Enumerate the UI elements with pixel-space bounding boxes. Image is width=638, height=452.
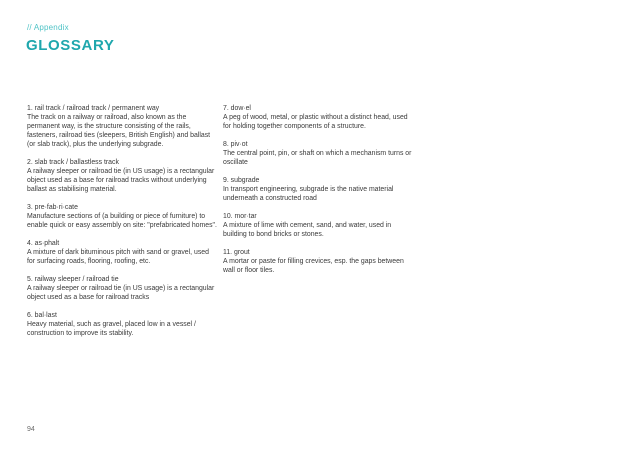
glossary-term: 3. pre·fab·ri·cate [27,204,78,212]
glossary-definition: A peg of wood, metal, or plastic without a distinct head, used for holding together components of a structure. [223,114,408,131]
glossary-definition: A railway sleeper or railroad tie (in US usage) is a rectangular object used as a base for railroad tracks without underlying ballast as stabilising material. [27,168,215,194]
glossary-entry [27,158,217,194]
glossary-definition: Manufacture sections of (a building or piece of furniture) to enable quick or easy assembly on site: "prefabricated homes". [27,213,217,230]
glossary-entry [223,248,413,275]
glossary-term: 6. bal·last [27,311,57,319]
glossary-entry [27,311,217,338]
glossary-term: 1. rail track / railroad track / permanent way [27,105,160,112]
glossary-term: 11. grout [223,248,250,256]
page-title: GLOSSARY [26,37,115,54]
glossary-definition: A mixture of lime with cement, sand, and water, used in building to bond bricks or stones. [223,221,392,238]
glossary-term: 7. dow·el [223,105,251,112]
glossary-term: 5. railway sleeper / railroad tie [27,275,119,283]
glossary-column-right [223,104,413,283]
glossary-term: 2. slab track / ballastless track [27,159,119,167]
glossary-entry [223,140,413,167]
glossary-definition: In transport engineering, subgrade is the native material underneath a constructed road [223,185,394,202]
glossary-definition: A mortar or paste for filling crevices, esp. the gaps between wall or floor tiles. [223,257,404,274]
glossary-term: 10. mor·tar [223,212,257,220]
glossary-term: 9. subgrade [223,176,260,184]
glossary-entry [223,104,413,131]
glossary-definition: A railway sleeper or railroad tie (in US usage) is a rectangular object used as a base for railroad tracks [27,284,215,301]
glossary-entry [27,275,217,302]
section-kicker: // Appendix [27,23,69,32]
page-number: 94 [27,426,35,433]
glossary-definition: Heavy material, such as gravel, placed low in a vessel / construction to improve its stability. [27,320,196,337]
glossary-term: 8. piv·ot [223,140,248,148]
glossary-column-left [27,104,217,347]
glossary-entry [223,212,413,239]
glossary-entry [223,176,413,203]
glossary-definition: The track on a railway or railroad, also known as the permanent way, is the structure consisting of the rails, fasteners, railroad ties (sleepers, British English) and ballast (or slab track), plus the underlying subgrade. [27,114,211,149]
glossary-entry [27,104,217,149]
glossary-entry [27,239,217,266]
glossary-definition: A mixture of dark bituminous pitch with sand or gravel, used for surfacing roads, flooring, roofing, etc. [27,249,209,266]
glossary-definition: The central point, pin, or shaft on which a mechanism turns or oscillate [223,149,412,167]
glossary-term: 4. as·phalt [27,239,60,247]
glossary-entry [27,203,217,230]
